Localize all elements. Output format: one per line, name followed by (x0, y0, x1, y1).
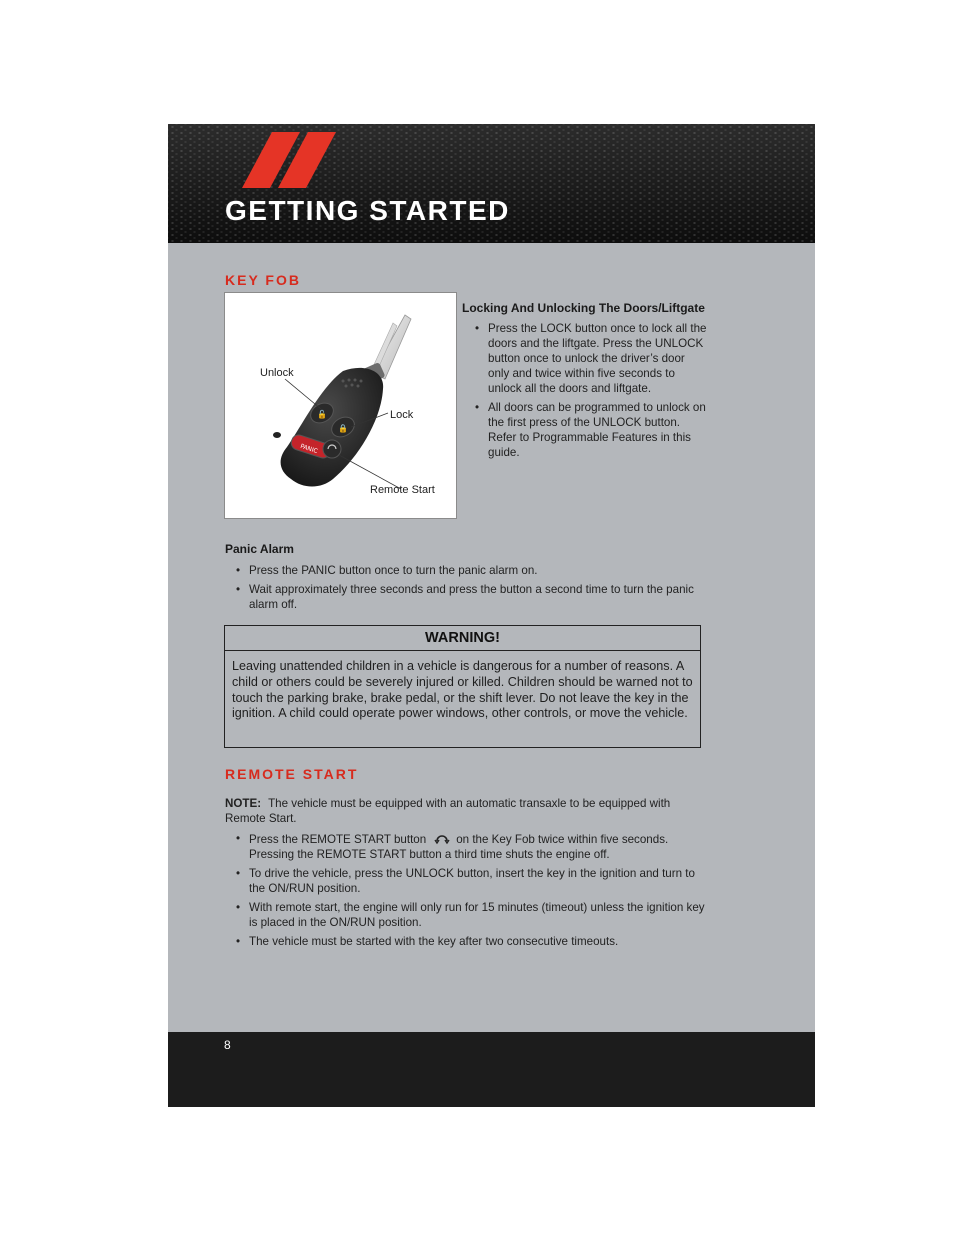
unlock-callout: Unlock (260, 367, 294, 379)
remote-start-list (225, 831, 705, 953)
page-number: 8 (224, 1038, 231, 1052)
svg-text:🔓: 🔓 (317, 410, 327, 419)
remote-start-section-title: REMOTE START (225, 766, 359, 782)
list-item: • Wait approximately three seconds and press the button a second time to turn the panic alarm off. (225, 582, 705, 612)
list-item: • To drive the vehicle, press the UNLOCK button, insert the key in the ignition and turn to the ON/RUN position. (225, 866, 705, 896)
warning-text: Leaving unattended children in a vehicle is dangerous for a number of reasons. A child or others could be severely injured or killed. Children should be warned not to touch the parking brake, brake pedal, or the shift lever. Do not leave the key in the ignition. A child could operate power windows, other controls, or move the vehicle. (232, 659, 693, 721)
panic-heading: Panic Alarm (225, 542, 294, 556)
note-text: The vehicle must be equipped with an automatic transaxle to be equipped with Remote Start. (225, 797, 671, 825)
list-item: • All doors can be programmed to unlock on the first press of the UNLOCK button. Refer to Programmable Features in this guide. (462, 400, 708, 460)
remote-start-step-before: Press the REMOTE START button (249, 833, 427, 846)
lock-callout: Lock (390, 409, 414, 421)
page-title: GETTING STARTED (225, 195, 510, 226)
locking-list (462, 321, 708, 464)
list-item: • With remote start, the engine will only run for 15 minutes (timeout) unless the ignition key is placed in the ON/RUN position. (225, 900, 705, 930)
racing-stripes-icon (242, 132, 342, 188)
list-item: • The vehicle must be started with the key after two consecutive timeouts. (225, 934, 705, 949)
panic-button-label: PANIC (299, 442, 319, 456)
key-fob-section-title: KEY FOB (225, 272, 301, 288)
note-paragraph (225, 796, 703, 826)
key-fob-photo (224, 292, 457, 519)
manual-page (168, 124, 815, 1107)
svg-text:🔒: 🔒 (338, 424, 348, 433)
locking-heading: Locking And Unlocking The Doors/Liftgate (462, 301, 705, 315)
list-item (225, 831, 705, 862)
remote-start-callout: Remote Start (370, 484, 435, 496)
list-item: • Press the LOCK button once to lock all the doors and the liftgate. Press the UNLOCK button once to unlock the driver’s door only and twice within five seconds to unlock all the doors and liftgate. (462, 321, 708, 396)
page-header (168, 124, 815, 243)
remote-start-icon (434, 831, 450, 846)
warning-title: WARNING! (225, 626, 700, 651)
panic-list (225, 563, 705, 616)
warning-box (224, 625, 701, 748)
note-label: NOTE: (225, 797, 262, 810)
remote-start-step-after: on the Key Fob twice within five seconds. Pressing the REMOTE START button a third time shuts the engine off. (249, 833, 669, 861)
page-footer (168, 1032, 815, 1107)
list-item: • Press the PANIC button once to turn the panic alarm on. (225, 563, 705, 578)
